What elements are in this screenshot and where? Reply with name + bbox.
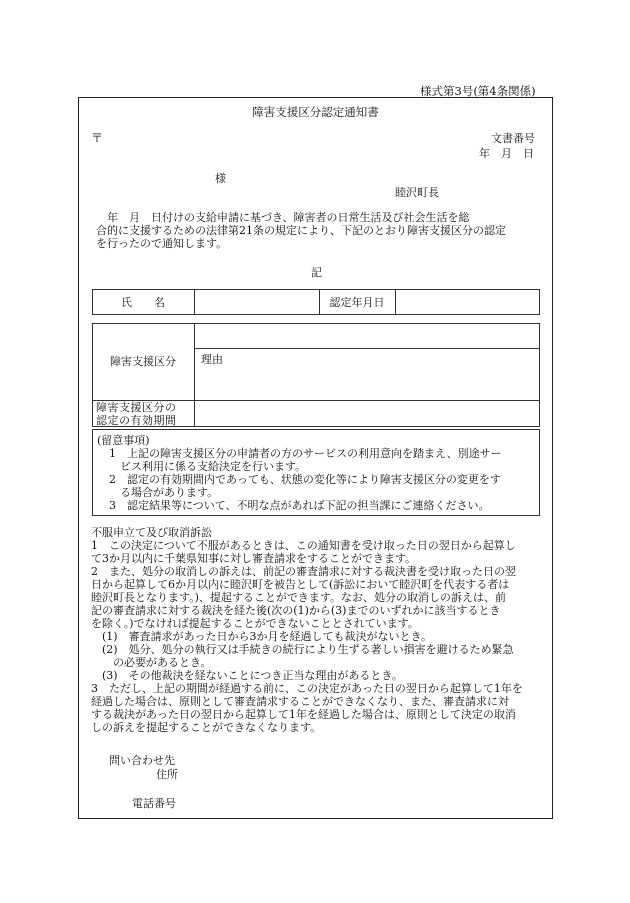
ki-mark: 記 <box>311 266 322 279</box>
contact-heading: 問い合わせ先 <box>109 754 175 767</box>
note-line: 2 認定の有効期間内であっても、状態の変化等により障害支援区分の変更をす <box>109 473 501 486</box>
name-field[interactable] <box>195 290 318 314</box>
appeal-line: 経過した場合は、原則として審査請求することができなくなり、また、審査請求に対 <box>91 695 509 708</box>
postal-mark: 〒 <box>91 131 104 145</box>
appeal-section <box>91 526 523 734</box>
intro-line: を行ったので通知します。 <box>96 237 228 250</box>
validity-label: 障害支援区分の <box>96 401 177 414</box>
category-field[interactable] <box>195 324 539 347</box>
cert-date-field[interactable] <box>396 290 539 314</box>
appeal-heading: 不服申立て及び取消訴訟 <box>91 526 212 539</box>
honorific: 様 <box>215 172 226 185</box>
notice-frame <box>78 97 553 819</box>
appeal-line: 睦沢町長となります。)、提起することができます。なお、処分の取消しの訴えは、前 <box>91 591 507 604</box>
reason-label: 理由 <box>201 353 223 366</box>
notes-heading: (留意事項) <box>97 434 150 447</box>
appeal-line: 3 ただし、上記の期間が経過する前に、この決定があった日の翌日から起算して1年を <box>91 682 523 695</box>
validity-field[interactable] <box>195 401 539 426</box>
intro-line: 年 月 日付けの支給申請に基づき、障害者の日常生活及び社会生活を総 <box>96 211 470 224</box>
appeal-line: (2) 処分、処分の執行又は手続きの続行により生ずる著しい損害を避けるため緊急 <box>91 643 514 656</box>
appeal-line: する裁決があった日の翌日から起算して1年を経過した場合は、原則として決定の取消 <box>91 708 516 721</box>
doc-number-label: 文書番号 <box>491 132 535 145</box>
note-line: る場合があります。 <box>109 486 219 499</box>
notes <box>97 434 502 512</box>
appeal-line: (1) 審査請求があった日から3か月を経過しても裁決がないとき。 <box>91 630 433 643</box>
category-label: 障害支援区分 <box>110 355 176 368</box>
appeal-line: 記の審査請求に対する裁決を経た後(次の(1)から(3)までのいずれかに該当するとき <box>91 604 501 617</box>
appeal-line: を除く。)でなければ提起することができないこととされています。 <box>91 617 419 630</box>
date-fields: 年 月 日 <box>479 147 534 160</box>
appeal-line: 2 また、処分の取消しの訴えは、前記の審査請求に対する裁決書を受け取った日の翌 <box>91 565 516 578</box>
appeal-line: て3か月以内に千葉県知事に対し審査請求をすることができます。 <box>91 552 417 565</box>
appeal-line: しの訴えを提起することができなくなります。 <box>91 721 322 734</box>
note-line: ビス利用に係る支給決定を行います。 <box>109 460 307 473</box>
reason-field[interactable] <box>195 349 539 399</box>
intro-line: 合的に支援するための法律第21条の規定により、下記のとおり障害支援区分の認定 <box>96 224 506 237</box>
phone-label: 電話番号 <box>132 797 176 810</box>
appeal-line: (3) その他裁決を経ないことにつき正当な理由があるとき。 <box>91 669 403 682</box>
form-number: 様式第3号(第4条関係) <box>420 84 536 98</box>
document-title: 障害支援区分認定通知書 <box>252 105 379 119</box>
name-label: 氏 名 <box>121 296 165 309</box>
validity-label: 認定の有効期間 <box>96 414 177 427</box>
address-label: 住所 <box>156 768 178 781</box>
note-line: 3 認定結果等について、不明な点があれば下記の担当課にご連絡ください。 <box>109 499 490 512</box>
appeal-line: 日から起算して6か月以内に睦沢町を被告として(訴訟において睦沢町を代表する者は <box>91 578 510 591</box>
note-line: 1 上記の障害支援区分の申請者の方のサービスの利用意向を踏まえ、別途サー <box>109 447 502 460</box>
issuer: 睦沢町長 <box>395 186 439 199</box>
cert-date-label: 認定年月日 <box>329 296 385 309</box>
appeal-line: の必要があるとき。 <box>91 656 212 669</box>
appeal-line: 1 この決定について不服があるときは、この通知書を受け取った日の翌日から起算し <box>91 539 516 552</box>
intro-paragraph <box>96 211 506 250</box>
